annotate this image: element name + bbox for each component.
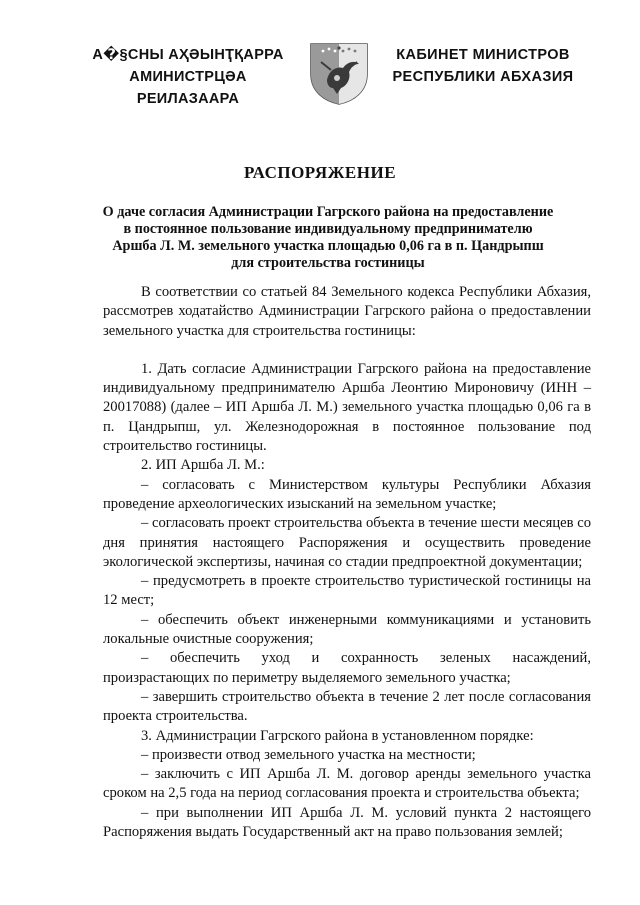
document-body [103,283,591,842]
clause-2-item: – обеспечить объект инженерными коммуникациями и установить локальные очистные сооружения; [103,611,591,648]
header-abkhaz-line2: АМИНИСТРЦӘА РЕИЛАЗААРА [129,69,247,107]
clause-2-item: – обеспечить уход и сохранность зеленых насаждений, произрастающих по периметру выделяемого земельного участка; [103,650,591,686]
subject-line: в постоянное пользование индивидуальному предпринимателю [123,221,533,237]
header-russian-line2: РЕСПУБЛИКИ АБХАЗИЯ [392,69,574,85]
clause-3-item: – произвести отвод земельного участка на местности; [141,746,476,763]
header-russian-line1: КАБИНЕТ МИНИСТРОВ [396,47,570,63]
header-abkhaz-line1: А�§СНЫ АҲӘЫНҬҚАРРА [92,47,284,63]
clause-1: 1. Дать согласие Администрации Гагрского района на предоставление индивидуальному предпринимателю Аршба Леонтию Мироновичу (ИНН – 20017088) (далее – ИП Аршба Л. М.) земельного участка площадью 0,06 га в п. Цандрыпш, ул. Железнодорожная в постоянное пользование под строительство гостиницы. [103,360,591,455]
intro-paragraph: В соответствии со статьей 84 Земельного кодекса Республики Абхазия, рассмотрев ходатайство Администрации Гагрского района о предоставлении земельного участка для строительства гостиницы: [103,284,591,339]
clause-2-item: – завершить строительство объекта в течение 2 лет после согласования проекта строительства. [103,688,591,725]
header-russian-title [383,44,583,88]
clause-2-item: – согласовать с Министерством культуры Республики Абхазия проведение археологических изысканий на земельном участке; [103,476,591,512]
header-abkhaz-title [78,44,298,110]
clause-3: 3. Администрации Гагрского района в установленном порядке: [141,727,534,744]
clause-3-item: – при выполнении ИП Аршба Л. М. условий пункта 2 настоящего Распоряжения выдать Государственный акт на право пользования землей; [103,804,591,841]
clause-2-item: – согласовать проект строительства объекта в течение шести месяцев со дня принятия настоящего Распоряжения и осуществить проведение экологической экспертизы, начиная со стадии предпроектной документации; [103,515,591,570]
document-title: РАСПОРЯЖЕНИЕ [243,163,397,182]
subject-line: Аршба Л. М. земельного участка площадью 0,06 га в п. Цандрыпш [112,238,544,254]
document-subject [80,204,576,272]
clause-2: 2. ИП Аршба Л. М.: [141,457,265,474]
clause-3-item: – заключить с ИП Аршба Л. М. договор аренды земельного участка сроком на 2,5 года на период согласования проекта и строительства объекта; [103,766,591,802]
abkhazia-emblem-icon [307,40,371,106]
document-header [0,40,640,107]
subject-line: О даче согласия Администрации Гагрского района на предоставление [102,204,554,220]
subject-line: для строительства гостиницы [231,255,425,271]
clause-2-item: – предусмотреть в проекте строительство туристической гостиницы на 12 мест; [103,573,591,609]
